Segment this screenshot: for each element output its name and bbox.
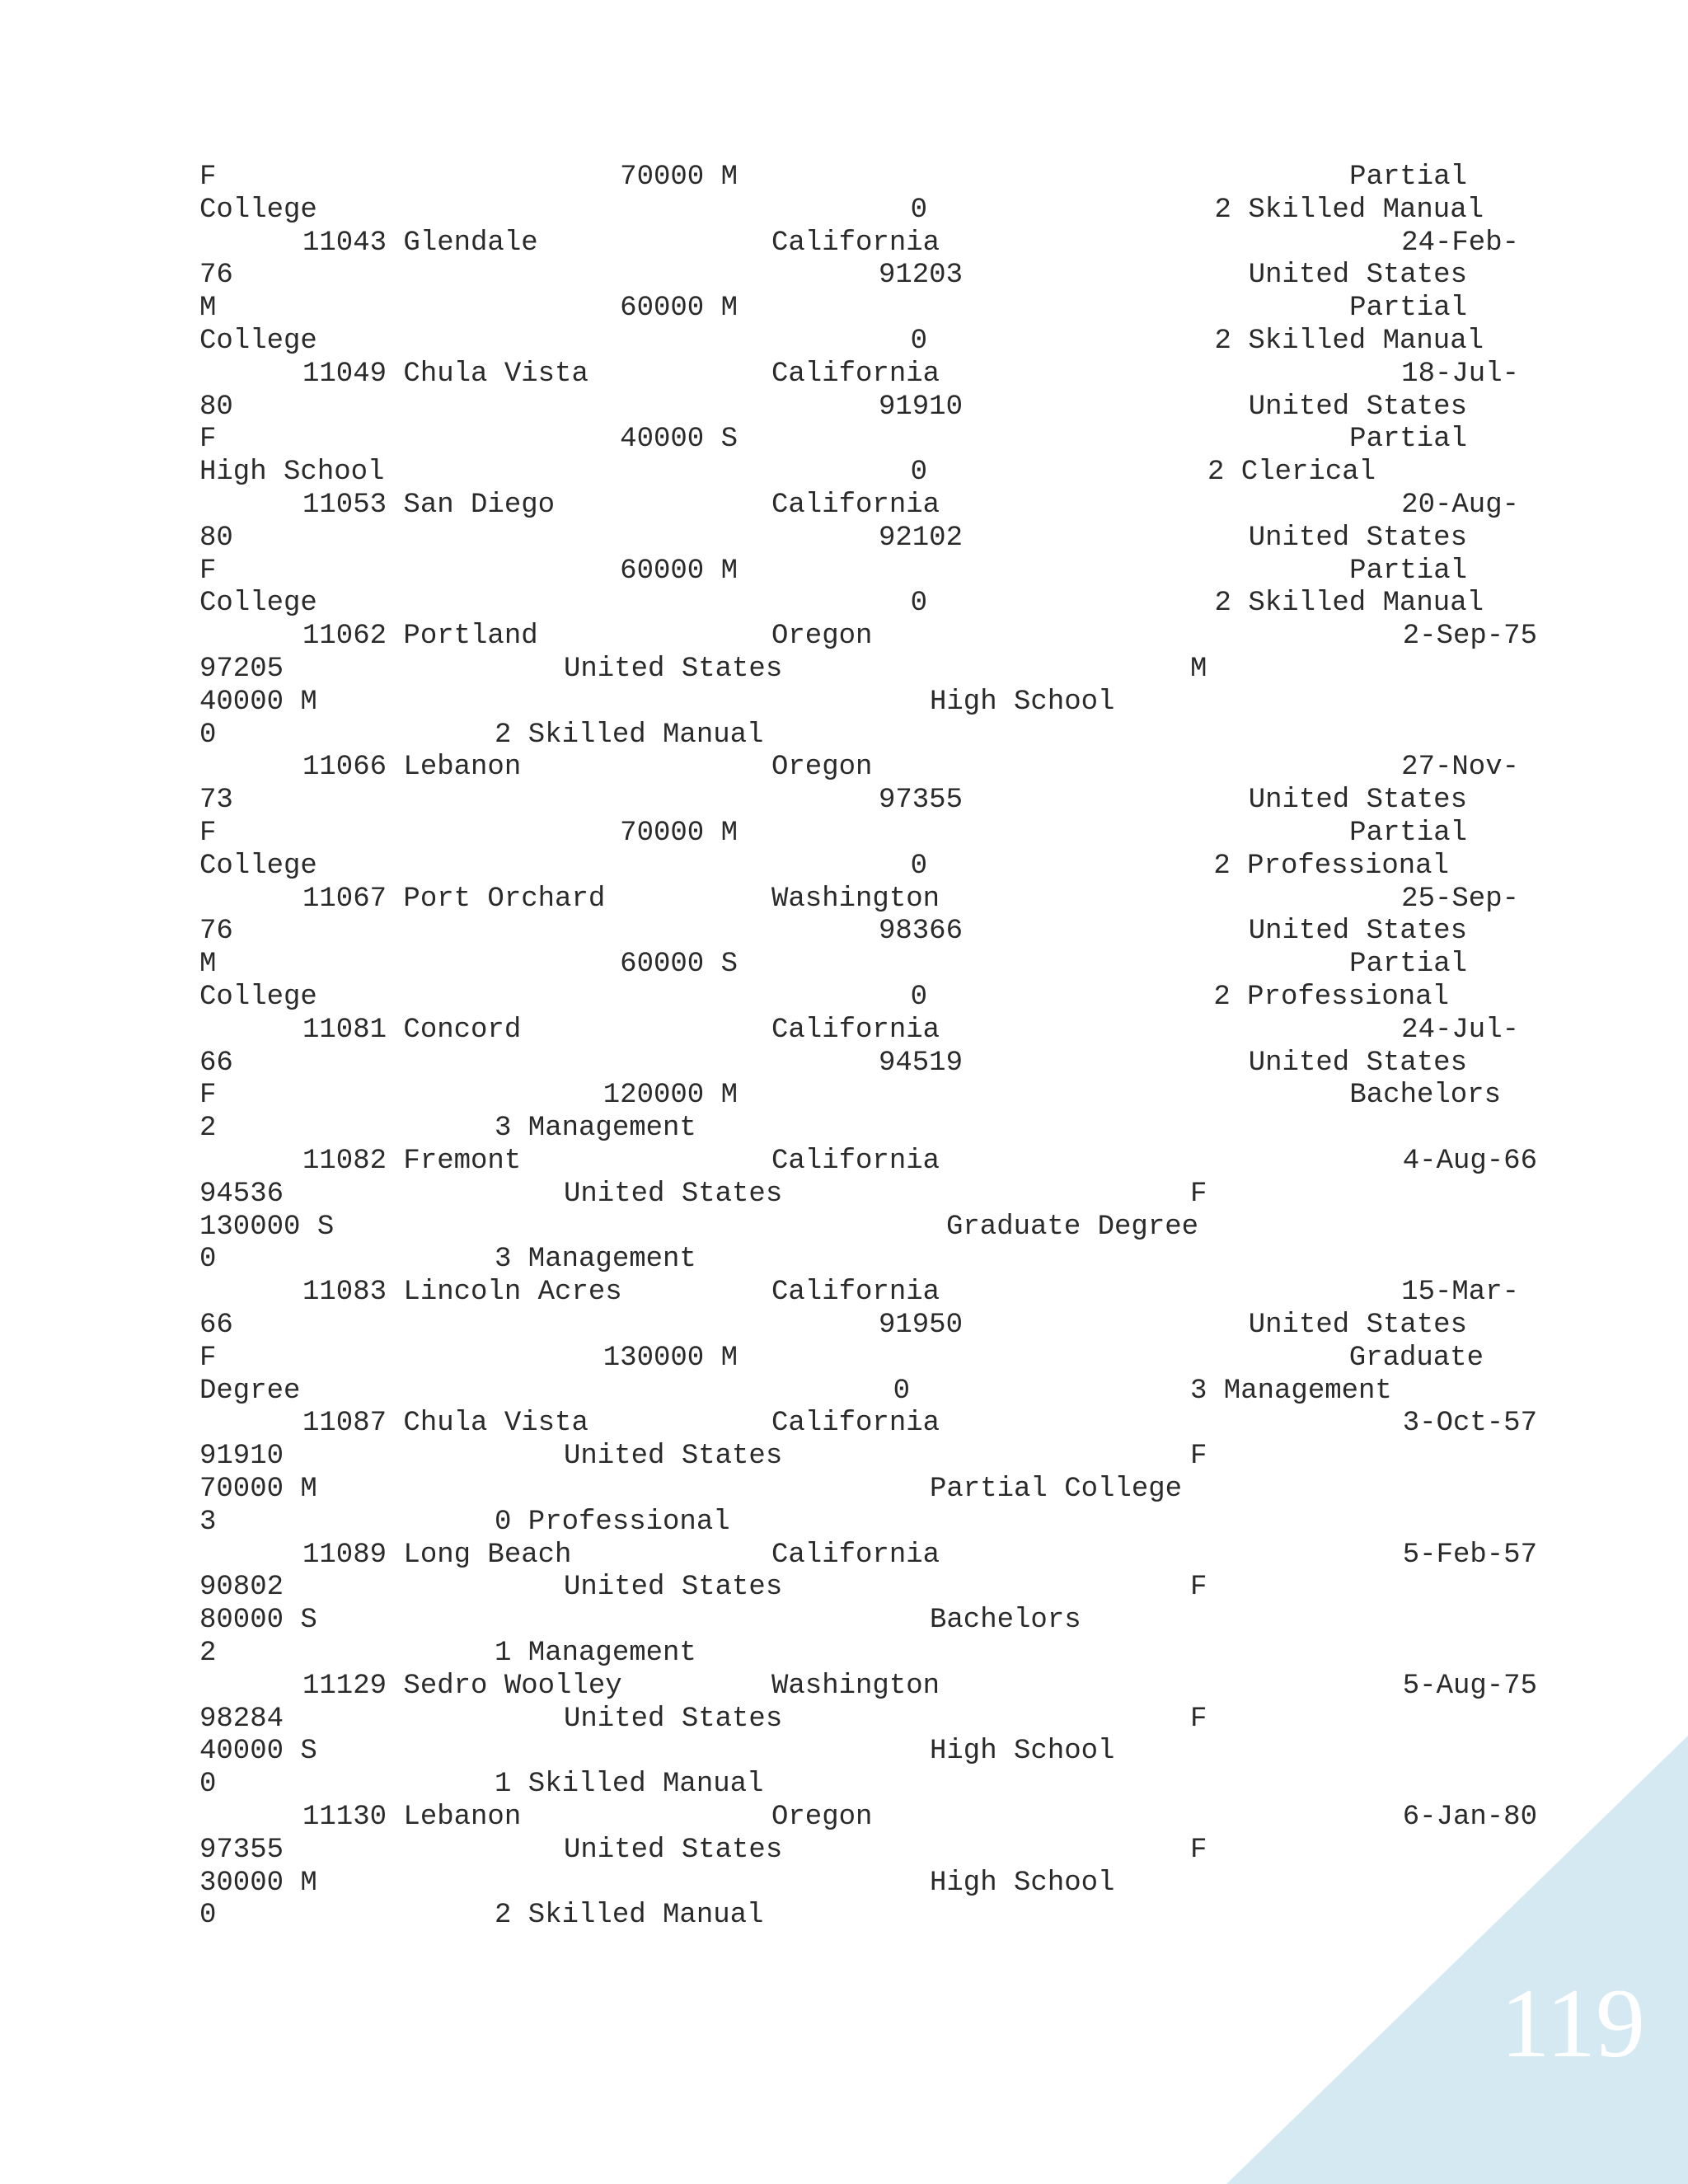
- record-field: 92102: [878, 523, 963, 554]
- record-field: 90802: [199, 1572, 284, 1603]
- record-field: Partial: [1349, 818, 1467, 849]
- record-field: 91950: [878, 1310, 963, 1341]
- record-field: F: [1190, 1179, 1207, 1210]
- record-field: College: [199, 194, 317, 226]
- record-field: 3-Oct-57: [1402, 1408, 1537, 1439]
- record-field: 2 Skilled Manual: [1214, 326, 1484, 357]
- record-field: California: [771, 1277, 940, 1308]
- record-field: 60000 M: [620, 293, 738, 324]
- record-field: F: [199, 818, 217, 849]
- record-field: College: [199, 588, 317, 619]
- record-field: 91910: [199, 1441, 284, 1472]
- record-field: 11081 Concord: [302, 1015, 522, 1046]
- record-field: California: [771, 1540, 940, 1571]
- record-field: 0: [199, 1900, 217, 1931]
- record-field: 73: [199, 785, 233, 816]
- record-field: 0: [910, 194, 927, 226]
- record-field: 11053 San Diego: [302, 490, 556, 521]
- record-field: High School: [199, 457, 385, 488]
- record-field: High School: [930, 1736, 1115, 1767]
- record-field: Partial: [1349, 293, 1467, 324]
- record-field: 0: [199, 1769, 217, 1800]
- record-field: 2: [199, 1638, 217, 1669]
- record-field: 18-Jul-: [1401, 359, 1519, 390]
- record-field: United States: [564, 1441, 783, 1472]
- record-field: 2 Skilled Manual: [495, 1900, 764, 1931]
- record-field: 11066 Lebanon: [302, 752, 522, 783]
- record-field: Bachelors: [930, 1605, 1081, 1636]
- record-field: 11087 Chula Vista: [302, 1408, 588, 1439]
- record-field: Oregon: [771, 1802, 873, 1833]
- record-field: 3 Management: [495, 1244, 696, 1275]
- record-field: F: [1190, 1704, 1207, 1735]
- record-field: F: [1190, 1835, 1207, 1866]
- record-field: United States: [1248, 1047, 1467, 1079]
- record-field: 11062 Portland: [302, 621, 538, 652]
- record-field: United States: [1248, 391, 1467, 423]
- record-field: F: [199, 424, 217, 455]
- page-number: 119: [1500, 1968, 1645, 2078]
- record-field: 11129 Sedro Woolley: [302, 1671, 622, 1702]
- record-field: 40000 S: [199, 1736, 317, 1767]
- record-field: 0: [910, 982, 927, 1013]
- record-field: 40000 M: [199, 687, 317, 718]
- record-field: 0: [199, 1244, 217, 1275]
- record-field: 0: [199, 719, 217, 751]
- record-field: 11083 Lincoln Acres: [302, 1277, 622, 1308]
- record-field: 11067 Port Orchard: [302, 883, 606, 915]
- record-field: 11130 Lebanon: [302, 1802, 522, 1833]
- record-field: 60000 M: [620, 555, 738, 587]
- record-field: 76: [199, 260, 233, 291]
- record-field: 6-Jan-80: [1402, 1802, 1537, 1833]
- record-field: United States: [1248, 1310, 1467, 1341]
- record-field: 91203: [878, 260, 963, 291]
- record-field: 80: [199, 391, 233, 423]
- record-field: 0: [893, 1376, 910, 1407]
- record-field: California: [771, 227, 940, 259]
- record-field: 5-Aug-75: [1402, 1671, 1537, 1702]
- record-field: F: [1190, 1572, 1207, 1603]
- record-field: 97355: [878, 785, 963, 816]
- record-field: 11089 Long Beach: [302, 1540, 572, 1571]
- record-field: California: [771, 359, 940, 390]
- record-field: United States: [1248, 523, 1467, 554]
- record-field: 66: [199, 1310, 233, 1341]
- record-field: 24-Jul-: [1401, 1015, 1519, 1046]
- record-field: 130000 S: [199, 1212, 335, 1243]
- record-field: California: [771, 1146, 940, 1177]
- record-field: 70000 M: [620, 818, 738, 849]
- record-field: 2 Professional: [1213, 851, 1449, 882]
- record-field: Oregon: [771, 621, 873, 652]
- record-field: 70000 M: [620, 162, 738, 193]
- record-field: Washington: [771, 1671, 940, 1702]
- record-field: 97205: [199, 654, 284, 685]
- record-field: 3 Management: [495, 1113, 696, 1144]
- record-field: Partial: [1349, 949, 1467, 980]
- record-field: California: [771, 1015, 940, 1046]
- record-field: 91910: [878, 391, 963, 423]
- record-field: 25-Sep-: [1401, 883, 1519, 915]
- record-field: 0 Professional: [495, 1507, 730, 1538]
- record-field: 0: [910, 457, 927, 488]
- record-field: College: [199, 326, 317, 357]
- record-field: 11049 Chula Vista: [302, 359, 588, 390]
- record-field: 2 Professional: [1213, 982, 1449, 1013]
- record-field: Graduate Degree: [946, 1212, 1199, 1243]
- record-field: F: [199, 1343, 217, 1374]
- record-field: United States: [564, 1835, 783, 1866]
- record-field: 1 Skilled Manual: [495, 1769, 764, 1800]
- record-field: 11043 Glendale: [302, 227, 538, 259]
- record-field: 76: [199, 916, 233, 947]
- record-field: Bachelors: [1349, 1080, 1501, 1111]
- record-field: Graduate: [1348, 1343, 1484, 1374]
- record-field: Partial College: [930, 1474, 1183, 1505]
- record-field: F: [199, 162, 217, 193]
- record-field: F: [199, 1080, 217, 1111]
- record-field: 2 Clerical: [1207, 457, 1376, 488]
- record-field: 2: [199, 1113, 217, 1144]
- record-field: 130000 M: [603, 1343, 738, 1374]
- record-field: 66: [199, 1047, 233, 1079]
- record-field: 2 Skilled Manual: [1214, 194, 1484, 226]
- record-field: 94519: [878, 1047, 963, 1079]
- record-field: 5-Feb-57: [1402, 1540, 1537, 1571]
- record-field: 27-Nov-: [1401, 752, 1519, 783]
- record-field: 2-Sep-75: [1402, 621, 1537, 652]
- record-field: 24-Feb-: [1401, 227, 1519, 259]
- record-field: 0: [910, 326, 927, 357]
- record-field: Partial: [1349, 162, 1467, 193]
- record-field: 60000 S: [620, 949, 738, 980]
- record-field: 94536: [199, 1179, 284, 1210]
- record-field: 2 Skilled Manual: [495, 719, 764, 751]
- record-field: 80: [199, 523, 233, 554]
- record-field: Washington: [771, 883, 940, 915]
- record-field: 3: [199, 1507, 217, 1538]
- record-field: 3 Management: [1190, 1376, 1392, 1407]
- record-field: Partial: [1349, 424, 1467, 455]
- record-field: 11082 Fremont: [302, 1146, 522, 1177]
- record-field: 2 Skilled Manual: [1214, 588, 1484, 619]
- record-field: M: [199, 949, 217, 980]
- record-field: High School: [930, 687, 1115, 718]
- record-field: United States: [1248, 785, 1467, 816]
- record-field: United States: [564, 1572, 783, 1603]
- corner-triangle: [1226, 1736, 1688, 2184]
- record-field: Degree: [199, 1376, 301, 1407]
- record-field: Partial: [1349, 555, 1467, 587]
- record-field: 20-Aug-: [1401, 490, 1519, 521]
- record-field: M: [199, 293, 217, 324]
- record-field: 40000 S: [620, 424, 738, 455]
- record-field: 80000 S: [199, 1605, 317, 1636]
- record-field: F: [1190, 1441, 1207, 1472]
- record-field: United States: [564, 654, 783, 685]
- record-field: 15-Mar-: [1401, 1277, 1519, 1308]
- record-field: 120000 M: [603, 1080, 738, 1111]
- record-field: United States: [564, 1179, 783, 1210]
- record-field: 97355: [199, 1835, 284, 1866]
- record-field: United States: [1248, 916, 1467, 947]
- record-field: 1 Management: [495, 1638, 696, 1669]
- record-field: 0: [910, 851, 927, 882]
- record-field: United States: [564, 1704, 783, 1735]
- record-field: 98284: [199, 1704, 284, 1735]
- record-field: F: [199, 555, 217, 587]
- record-field: Oregon: [771, 752, 873, 783]
- record-field: 70000 M: [199, 1474, 317, 1505]
- record-field: M: [1190, 654, 1207, 685]
- record-field: California: [771, 1408, 940, 1439]
- record-field: United States: [1248, 260, 1467, 291]
- record-field: 4-Aug-66: [1402, 1146, 1537, 1177]
- record-field: 98366: [878, 916, 963, 947]
- record-field: College: [199, 851, 317, 882]
- record-field: High School: [930, 1868, 1115, 1899]
- record-field: College: [199, 982, 317, 1013]
- record-field: California: [771, 490, 940, 521]
- record-field: 30000 M: [199, 1868, 317, 1899]
- record-field: 0: [910, 588, 927, 619]
